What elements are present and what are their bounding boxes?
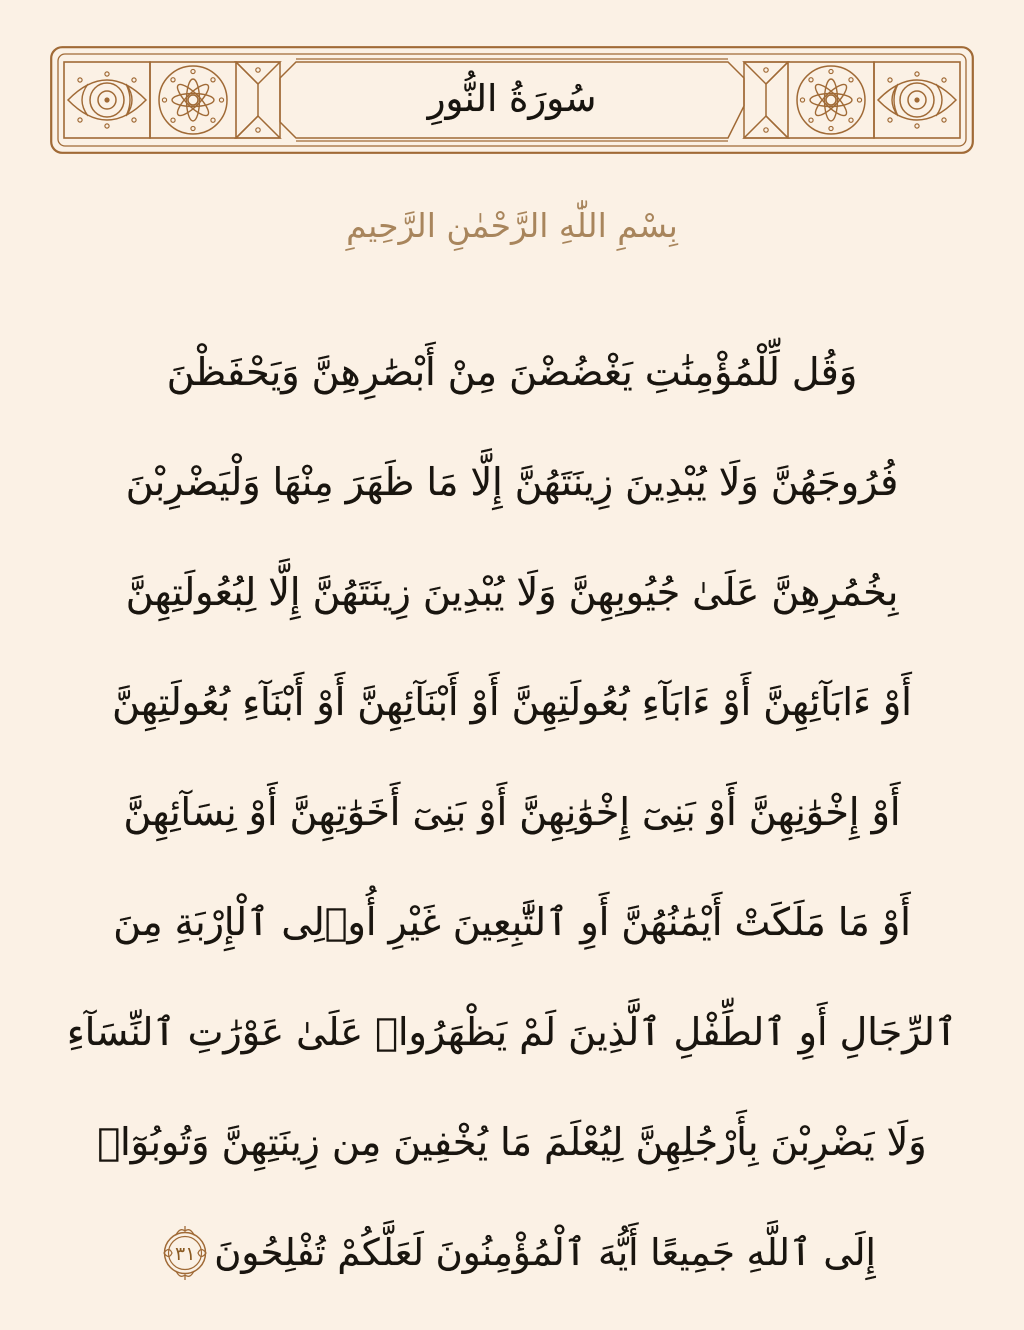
ayah-number-medallion[interactable]	[158, 1224, 212, 1282]
bismillah-row	[0, 206, 1024, 246]
header-ornament-svg	[50, 46, 974, 154]
ayah-line-text: أَوْ إِخْوَٰنِهِنَّ أَوْ بَنِىٓ إِخْوَٰنِهِنَّ أَوْ بَنِىٓ أَخَوَٰتِهِنَّ أَوْ نِسَآئِهِنَّ	[123, 790, 901, 835]
ayah-line-text: أَوْ ءَابَآئِهِنَّ أَوْ ءَابَآءِ بُعُولَتِهِنَّ أَوْ أَبْنَآئِهِنَّ أَوْ أَبْنَآءِ بُعُولَتِهِنَّ	[112, 680, 912, 725]
surah-title: سُورَةُ النُّورِ	[427, 76, 597, 120]
ayah-line	[46, 538, 978, 648]
ayah-line-text: وَلَا يَضْرِبْنَ بِأَرْجُلِهِنَّ لِيُعْلَمَ مَا يُخْفِينَ مِن زِينَتِهِنَّ وَتُوبُوٓا۟	[97, 1120, 927, 1165]
ayah-line	[46, 978, 978, 1088]
ayah-line	[46, 1088, 978, 1198]
ayah-line	[46, 648, 978, 758]
ayah-line-text: وَقُل لِّلْمُؤْمِنَٰتِ يَغْضُضْنَ مِنْ أَبْصَٰرِهِنَّ وَيَحْفَظْنَ	[166, 350, 858, 395]
ayah-line	[46, 758, 978, 868]
ayah-line-text: فُرُوجَهُنَّ وَلَا يُبْدِينَ زِينَتَهُنَّ إِلَّا مَا ظَهَرَ مِنْهَا وَلْيَضْرِبْنَ	[125, 460, 899, 505]
ayah-line-text: أَوْ مَا مَلَكَتْ أَيْمَٰنُهُنَّ أَوِ ٱلتَّٰبِعِينَ غَيْرِ أُو۟لِى ٱلْإِرْبَةِ مِنَ	[113, 900, 911, 945]
ayah-number-label: ٣١	[175, 1242, 196, 1265]
ayah-line	[46, 318, 978, 428]
ayah-line	[46, 868, 978, 978]
header-outer-frame	[51, 47, 973, 153]
verse-body	[46, 318, 978, 1308]
bismillah-text: بِسْمِ اللّٰهِ الرَّحْمٰنِ الرَّحِيمِ	[346, 206, 678, 245]
ayah-line	[46, 428, 978, 538]
ayah-line-text: ٱلرِّجَالِ أَوِ ٱلطِّفْلِ ٱلَّذِينَ لَمْ يَظْهَرُوا۟ عَلَىٰ عَوْرَٰتِ ٱلنِّسَآءِ	[66, 1010, 958, 1055]
surah-header-band	[50, 46, 974, 154]
ayah-line-text: بِخُمُرِهِنَّ عَلَىٰ جُيُوبِهِنَّ وَلَا يُبْدِينَ زِينَتَهُنَّ إِلَّا لِبُعُولَتِهِنَّ	[125, 570, 899, 615]
ayah-line-text: إِلَى ٱللَّهِ جَمِيعًا أَيُّهَ ٱلْمُؤْمِنُونَ لَعَلَّكُمْ تُفْلِحُونَ	[214, 1231, 876, 1275]
ayah-line	[46, 1198, 978, 1308]
